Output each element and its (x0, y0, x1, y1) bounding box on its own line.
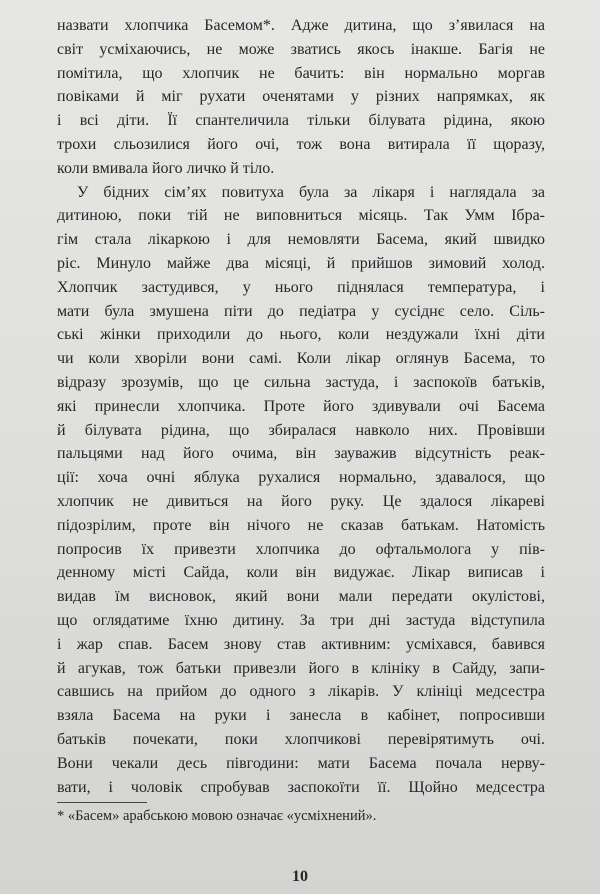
text-line: дитиною, поки тій не виповниться місяць. Так Умм Ібра- (57, 207, 545, 225)
text-line: взяла Басема на руки і занесла в кабінет, попросивши (57, 707, 545, 725)
text-line: і всі діти. Її спантеличила тільки білувата рідина, якою (57, 112, 545, 130)
text-line: помітила, що хлопчик не бачить: він нормально моргав (57, 64, 545, 82)
text-line: що оглядатиме їхню дитину. За три дні застуда відступила (57, 611, 545, 629)
text-line: повіками й міг рухати оченятами у різних напрямках, як (57, 88, 545, 106)
text-line: й агукав, тож батьки привезли його в клініку в Сайду, запи- (57, 659, 545, 677)
text-line: назвати хлопчика Басемом*. Адже дитина, що з’явилася на (57, 17, 545, 34)
text-line: савшись на прийом до одного з лікарів. У клініці медсестра (57, 683, 545, 701)
text-line: чи коли хворіли вони самі. Коли лікар оглянув Басема, то (57, 350, 545, 368)
text-line: хлопчик не дивиться на його руку. Це здалося лікареві (57, 492, 545, 510)
page-number: 10 (292, 868, 308, 885)
text-line: мати була змушена піти до педіатра у сусіднє село. Сіль- (57, 302, 545, 320)
body-text (57, 14, 545, 799)
text-line: Хлопчик застудився, у нього піднялася температура, і (57, 278, 545, 296)
text-line: денному місті Сайда, коли він видужає. Лікар виписав і (57, 564, 545, 582)
text-line: видав їм висновок, який вони мали передати окулістові, (57, 588, 545, 606)
text-line: коли вмивала його личко й тіло. (57, 159, 275, 177)
text-line: світ усміхаючись, не може зватись якось інакше. Багія не (57, 40, 545, 58)
text-line: ріс. Минуло майже два місяці, й прийшов зимовий холод. (57, 254, 545, 272)
text-line: ції: хоча очні яблука рухалися нормально, здавалося, що (57, 469, 545, 487)
footnote: * «Басем» арабською мовою означає «усміхнений». (57, 808, 377, 824)
text-line: гім стала лікаркою і для немовляти Басема, який швидко (57, 231, 545, 249)
text-line: ські жінки приходили до нього, коли нездужали їхні діти (57, 326, 545, 344)
text-line: і жар спав. Басем знову став активним: усміхався, бавився (57, 635, 545, 653)
text-line: попросив їх привезти хлопчика до офтальмолога у пів- (57, 540, 545, 558)
text-line: відразу зрозумів, що це сильна застуда, і заспокоїв батьків, (57, 373, 545, 391)
text-line: вати, і чоловік спробував заспокоїти її. Щойно медсестра (57, 778, 545, 796)
text-line: У бідних сім’ях повитуха була за лікаря і наглядала за (77, 183, 545, 201)
text-line: підозрілим, проте він нічого не сказав батькам. Натомість (57, 516, 545, 534)
text-line: пальцями над його очима, він зауважив відсутність реак- (57, 445, 545, 463)
text-line: які принесли хлопчика. Проте його здивували очі Басема (57, 397, 545, 415)
footnote-divider (57, 802, 147, 803)
text-line: й білувата рідина, що збиралася навколо них. Провівши (57, 421, 545, 439)
text-line: батьків почекати, поки хлопчикові перевірятимуть очі. (57, 730, 545, 748)
text-line: трохи сльозилися його очі, тож вона витирала її щоразу, (57, 135, 545, 153)
text-line: Вони чекали десь півгодини: мати Басема почала нерву- (57, 754, 545, 772)
